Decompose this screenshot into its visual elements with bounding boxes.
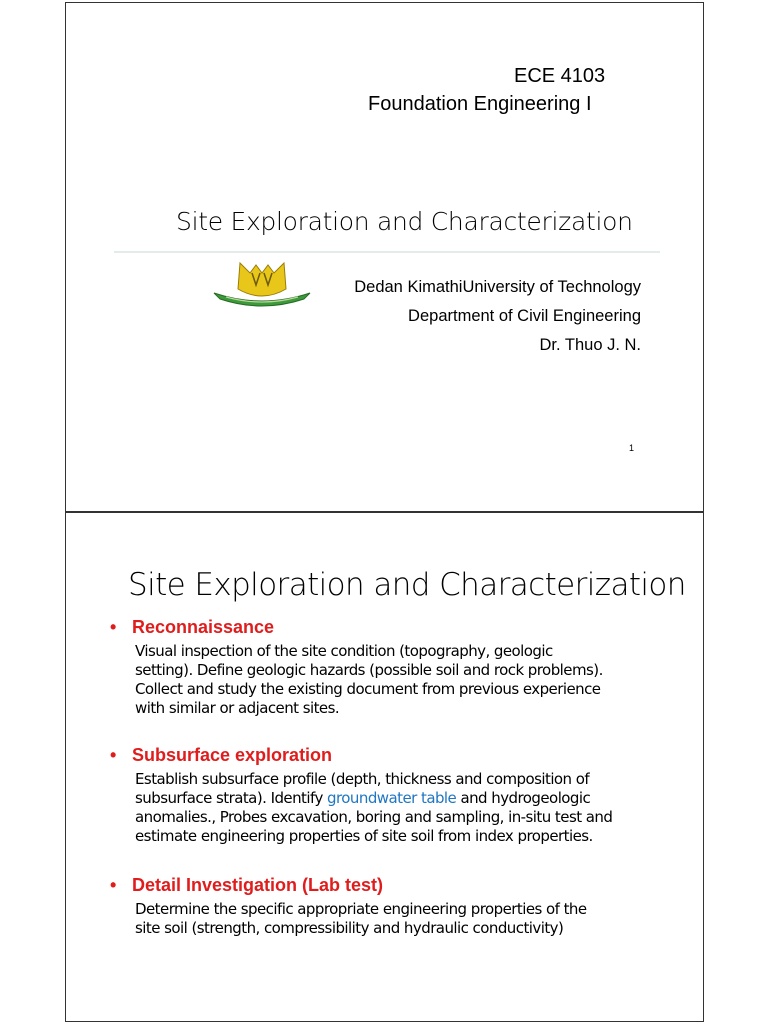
body-text-segment: subsurface strata). Identify [135,789,328,807]
section-detail-investigation [110,875,670,938]
body-line: site soil (strength, compressibility and hydraulic conductivity) [135,919,564,937]
section-body [135,642,670,718]
slide-2 [65,512,704,1022]
course-name: Foundation Engineering I [368,93,592,115]
heading-text: Detail Investigation (Lab test) [132,875,384,895]
body-line: Determine the specific appropriate engineering properties of the [135,900,587,918]
section-subsurface-exploration [110,745,670,846]
section-body [135,770,670,846]
course-code: ECE 4103 [514,65,606,87]
body-line [135,789,670,808]
body-line: setting). Define geologic hazards (possible soil and rock problems). [135,661,603,679]
section-heading [110,745,670,766]
section-body [135,900,670,938]
heading-text: Subsurface exploration [132,745,333,765]
slide-1-title: Site Exploration and Characterization [176,207,633,236]
body-line: estimate engineering properties of site soil from index properties. [135,827,593,845]
lecturer-name: Dr. Thuo J. N. [539,336,641,354]
slide-2-title: Site Exploration and Characterization [128,567,686,603]
university-crest-icon [212,259,312,311]
bullet-icon: • [110,745,117,765]
department-name: Department of Civil Engineering [408,307,641,325]
highlight-term: groundwater table [327,789,457,807]
section-heading [110,875,670,896]
institution-name: Dedan KimathiUniversity of Technology [354,278,641,296]
section-reconnaissance [110,617,670,718]
body-text-segment: and hydrogeologic [456,789,591,807]
heading-text: Reconnaissance [132,617,275,637]
body-line: Establish subsurface profile (depth, thickness and composition of [135,770,590,788]
title-divider [114,251,660,253]
body-line: with similar or adjacent sites. [135,699,340,717]
slide-1 [65,2,704,512]
bullet-icon: • [110,875,117,895]
body-line: Visual inspection of the site condition (topography, geologic [135,642,553,660]
section-heading [110,617,670,638]
body-line: Collect and study the existing document from previous experience [135,680,601,698]
bullet-icon: • [110,617,117,637]
body-line: anomalies., Probes excavation, boring and sampling, in-situ test and [135,808,613,826]
page-number: 1 [629,443,635,453]
